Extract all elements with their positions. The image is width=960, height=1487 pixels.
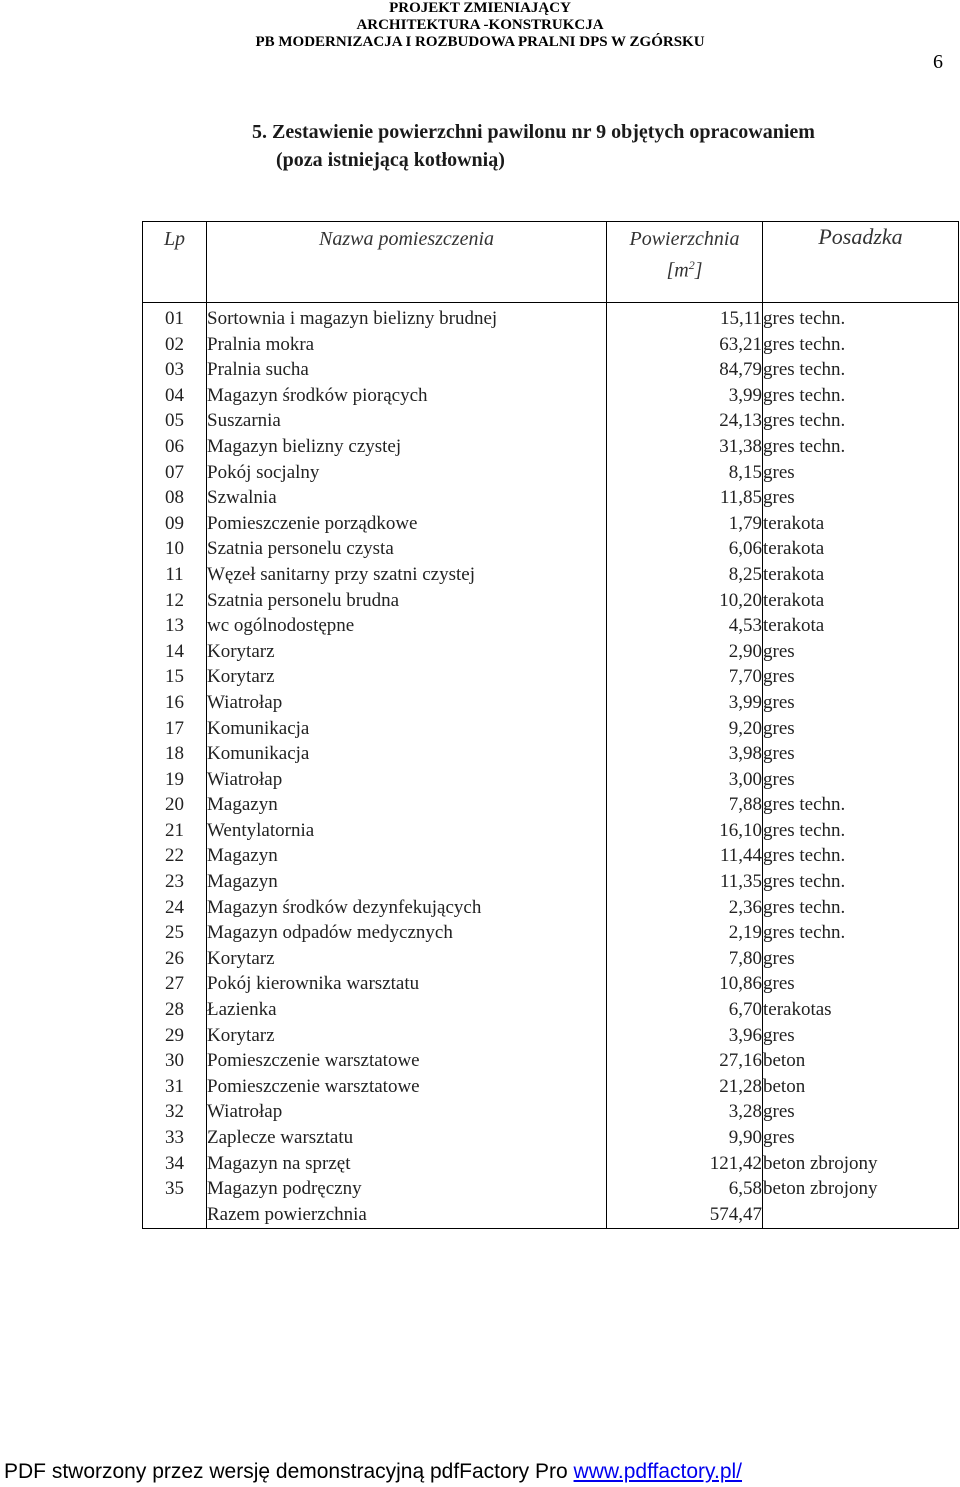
table-row	[143, 536, 959, 562]
row-lp: 18	[143, 741, 207, 767]
table-body	[143, 303, 959, 1229]
row-area: 84,79	[607, 357, 763, 383]
row-lp: 35	[143, 1176, 207, 1202]
row-lp: 12	[143, 588, 207, 614]
row-lp: 20	[143, 792, 207, 818]
footer-text: PDF stworzony przez wersję demonstracyjną pdfFactory Pro	[4, 1460, 574, 1483]
row-floor: gres	[763, 1125, 959, 1151]
row-floor: terakota	[763, 562, 959, 588]
row-lp: 17	[143, 716, 207, 742]
row-lp: 07	[143, 460, 207, 486]
row-name: Wentylatornia	[207, 818, 607, 844]
row-area: 9,20	[607, 716, 763, 742]
row-area: 16,10	[607, 818, 763, 844]
table-row	[143, 971, 959, 997]
row-name: Magazyn	[207, 843, 607, 869]
row-floor: gres techn.	[763, 843, 959, 869]
row-area: 4,53	[607, 613, 763, 639]
table-row	[143, 408, 959, 434]
document-header	[0, 0, 960, 51]
table-row	[143, 1099, 959, 1125]
header-floor: Posadzka	[763, 222, 959, 303]
row-area: 6,06	[607, 536, 763, 562]
table-row	[143, 562, 959, 588]
row-name: Magazyn środków piorących	[207, 383, 607, 409]
row-area: 8,15	[607, 460, 763, 486]
row-name: Magazyn środków dezynfekujących	[207, 895, 607, 921]
row-area: 11,44	[607, 843, 763, 869]
row-name: Zaplecze warsztatu	[207, 1125, 607, 1151]
row-floor: terakota	[763, 511, 959, 537]
total-area: 574,47	[607, 1202, 763, 1229]
row-area: 11,35	[607, 869, 763, 895]
row-area: 3,28	[607, 1099, 763, 1125]
row-lp: 01	[143, 303, 207, 332]
row-floor: gres	[763, 485, 959, 511]
table-row	[143, 690, 959, 716]
row-lp: 21	[143, 818, 207, 844]
table-row	[143, 588, 959, 614]
row-lp: 02	[143, 332, 207, 358]
row-lp: 15	[143, 664, 207, 690]
row-name: Pralnia sucha	[207, 357, 607, 383]
total-lp	[143, 1202, 207, 1229]
section-title-line-1: 5. Zestawienie powierzchni pawilonu nr 9 objętych opracowaniem	[252, 121, 815, 143]
row-lp: 29	[143, 1023, 207, 1049]
row-area: 2,36	[607, 895, 763, 921]
row-lp: 24	[143, 895, 207, 921]
row-lp: 04	[143, 383, 207, 409]
row-name: Korytarz	[207, 946, 607, 972]
row-area: 1,79	[607, 511, 763, 537]
row-area: 10,86	[607, 971, 763, 997]
row-area: 11,85	[607, 485, 763, 511]
row-lp: 05	[143, 408, 207, 434]
row-area: 3,98	[607, 741, 763, 767]
row-area: 10,20	[607, 588, 763, 614]
row-area: 63,21	[607, 332, 763, 358]
row-name: Komunikacja	[207, 741, 607, 767]
row-name: Szwalnia	[207, 485, 607, 511]
section-title	[252, 118, 942, 174]
row-name: Korytarz	[207, 1023, 607, 1049]
table-row	[143, 741, 959, 767]
row-lp: 23	[143, 869, 207, 895]
row-area: 3,00	[607, 767, 763, 793]
row-lp: 08	[143, 485, 207, 511]
table-row	[143, 946, 959, 972]
row-name: Korytarz	[207, 664, 607, 690]
row-floor: gres	[763, 1023, 959, 1049]
header-line-3: PB MODERNIZACJA I ROZBUDOWA PRALNI DPS W ZGÓRSKU	[255, 34, 705, 50]
row-lp: 34	[143, 1151, 207, 1177]
row-lp: 25	[143, 920, 207, 946]
row-lp: 22	[143, 843, 207, 869]
table-row	[143, 664, 959, 690]
table-row	[143, 332, 959, 358]
row-floor: gres techn.	[763, 434, 959, 460]
row-name: Magazyn	[207, 792, 607, 818]
section-title-line-2: (poza istniejącą kotłownią)	[276, 149, 505, 171]
table-row	[143, 383, 959, 409]
row-floor: gres techn.	[763, 383, 959, 409]
row-floor: gres techn.	[763, 303, 959, 332]
row-area: 15,11	[607, 303, 763, 332]
row-lp: 31	[143, 1074, 207, 1100]
table-row	[143, 920, 959, 946]
table-row	[143, 1176, 959, 1202]
row-floor: beton zbrojony	[763, 1176, 959, 1202]
row-area: 7,88	[607, 792, 763, 818]
row-floor: gres techn.	[763, 357, 959, 383]
row-floor: gres	[763, 639, 959, 665]
row-name: Pokój kierownika warsztatu	[207, 971, 607, 997]
row-name: Pomieszczenie warsztatowe	[207, 1074, 607, 1100]
row-lp: 27	[143, 971, 207, 997]
row-floor: terakota	[763, 536, 959, 562]
row-area: 21,28	[607, 1074, 763, 1100]
header-line-1: PROJEKT ZMIENIAJĄCY	[389, 0, 571, 16]
row-lp: 03	[143, 357, 207, 383]
row-name: Magazyn	[207, 869, 607, 895]
row-area: 27,16	[607, 1048, 763, 1074]
table-row	[143, 1048, 959, 1074]
row-name: Węzeł sanitarny przy szatni czystej	[207, 562, 607, 588]
row-floor: beton	[763, 1074, 959, 1100]
table-row	[143, 843, 959, 869]
row-area: 9,90	[607, 1125, 763, 1151]
row-name: Łazienka	[207, 997, 607, 1023]
row-name: Magazyn odpadów medycznych	[207, 920, 607, 946]
row-name: Magazyn na sprzęt	[207, 1151, 607, 1177]
row-name: Suszarnia	[207, 408, 607, 434]
row-floor: gres techn.	[763, 895, 959, 921]
row-lp: 06	[143, 434, 207, 460]
table-row	[143, 460, 959, 486]
page-number: 6	[933, 51, 943, 73]
header-area-label: Powierzchnia	[629, 228, 740, 250]
table-row	[143, 511, 959, 537]
row-floor: terakotas	[763, 997, 959, 1023]
row-floor: gres techn.	[763, 408, 959, 434]
row-name: Sortownia i magazyn bielizny brudnej	[207, 303, 607, 332]
row-name: Pralnia mokra	[207, 332, 607, 358]
row-name: Pomieszczenie porządkowe	[207, 511, 607, 537]
row-floor: gres	[763, 664, 959, 690]
table-row	[143, 767, 959, 793]
table-row	[143, 357, 959, 383]
row-floor: gres techn.	[763, 792, 959, 818]
footer-link[interactable]: www.pdffactory.pl/	[573, 1460, 743, 1483]
table-row	[143, 434, 959, 460]
row-floor: terakota	[763, 613, 959, 639]
row-name: Magazyn bielizny czystej	[207, 434, 607, 460]
row-area: 8,25	[607, 562, 763, 588]
table-row	[143, 869, 959, 895]
row-area: 3,96	[607, 1023, 763, 1049]
row-floor: gres techn.	[763, 818, 959, 844]
row-lp: 30	[143, 1048, 207, 1074]
table-row	[143, 818, 959, 844]
total-floor	[763, 1202, 959, 1229]
row-floor: gres	[763, 946, 959, 972]
row-name: Wiatrołap	[207, 690, 607, 716]
header-line-2: ARCHITEKTURA -KONSTRUKCJA	[356, 17, 604, 33]
row-name: Wiatrołap	[207, 767, 607, 793]
row-name: Pokój socjalny	[207, 460, 607, 486]
header-area-unit: $[m^2]$	[666, 258, 703, 282]
row-name: Szatnia personelu czysta	[207, 536, 607, 562]
row-lp: 33	[143, 1125, 207, 1151]
table-row	[143, 997, 959, 1023]
row-area: 6,58	[607, 1176, 763, 1202]
table-row	[143, 1023, 959, 1049]
table-row	[143, 716, 959, 742]
row-name: Wiatrołap	[207, 1099, 607, 1125]
table-row	[143, 303, 959, 332]
row-lp: 28	[143, 997, 207, 1023]
table-row	[143, 792, 959, 818]
row-area: 121,42	[607, 1151, 763, 1177]
area-table	[142, 221, 959, 1229]
row-name: Komunikacja	[207, 716, 607, 742]
row-lp: 11	[143, 562, 207, 588]
row-floor: gres	[763, 767, 959, 793]
row-name: Szatnia personelu brudna	[207, 588, 607, 614]
row-floor: beton zbrojony	[763, 1151, 959, 1177]
row-lp: 09	[143, 511, 207, 537]
table-row	[143, 1151, 959, 1177]
row-area: 3,99	[607, 383, 763, 409]
row-floor: gres techn.	[763, 920, 959, 946]
row-area: 24,13	[607, 408, 763, 434]
table-row	[143, 613, 959, 639]
row-floor: gres	[763, 716, 959, 742]
row-lp: 32	[143, 1099, 207, 1125]
row-floor: beton	[763, 1048, 959, 1074]
table-row	[143, 639, 959, 665]
row-area: 7,80	[607, 946, 763, 972]
row-name: Korytarz	[207, 639, 607, 665]
total-row	[143, 1202, 959, 1229]
pdf-footer	[4, 1460, 742, 1484]
table-header-row	[143, 222, 959, 303]
row-lp: 16	[143, 690, 207, 716]
row-name: Pomieszczenie warsztatowe	[207, 1048, 607, 1074]
row-floor: gres	[763, 971, 959, 997]
row-floor: gres techn.	[763, 332, 959, 358]
row-area: 2,19	[607, 920, 763, 946]
row-lp: 19	[143, 767, 207, 793]
table-row	[143, 485, 959, 511]
row-name: Magazyn podręczny	[207, 1176, 607, 1202]
row-area: 31,38	[607, 434, 763, 460]
row-lp: 13	[143, 613, 207, 639]
row-floor: gres techn.	[763, 869, 959, 895]
row-floor: gres	[763, 690, 959, 716]
row-name: wc ogólnodostępne	[207, 613, 607, 639]
row-lp: 10	[143, 536, 207, 562]
row-area: 7,70	[607, 664, 763, 690]
header-area	[607, 222, 763, 303]
header-name: Nazwa pomieszczenia	[207, 222, 607, 303]
row-lp: 14	[143, 639, 207, 665]
table-row	[143, 895, 959, 921]
row-floor: gres	[763, 460, 959, 486]
total-label: Razem powierzchnia	[207, 1202, 607, 1229]
row-area: 3,99	[607, 690, 763, 716]
row-floor: gres	[763, 1099, 959, 1125]
table-row	[143, 1125, 959, 1151]
row-lp: 26	[143, 946, 207, 972]
row-floor: terakota	[763, 588, 959, 614]
row-floor: gres	[763, 741, 959, 767]
table-row	[143, 1074, 959, 1100]
row-area: 2,90	[607, 639, 763, 665]
row-area: 6,70	[607, 997, 763, 1023]
header-lp: Lp	[143, 222, 207, 303]
